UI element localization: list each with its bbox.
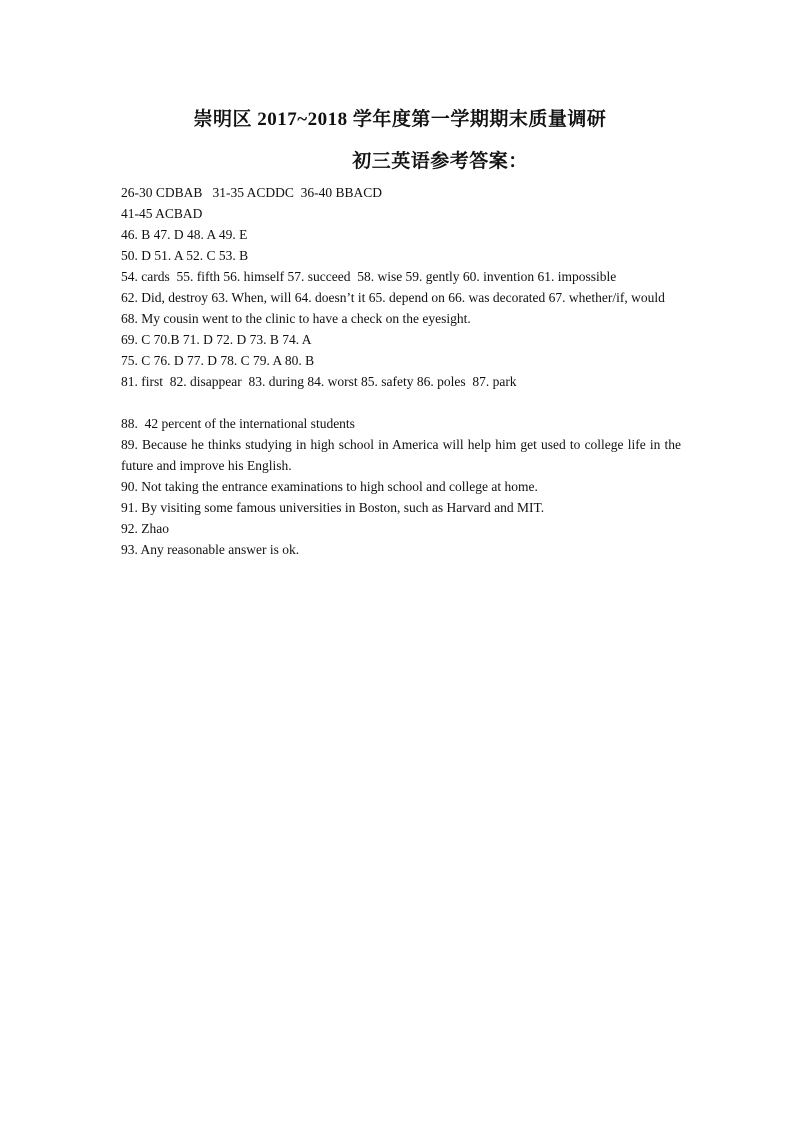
answer-line-88: 88. 42 percent of the international students bbox=[121, 416, 355, 431]
answer-line-54-61: 54. cards 55. fifth 56. himself 57. succeed 58. wise 59. gently 60. invention 61. impossible bbox=[121, 269, 617, 284]
answer-line-41-45: 41-45 ACBAD bbox=[121, 206, 203, 221]
answer-line-68: 68. My cousin went to the clinic to have a check on the eyesight. bbox=[121, 311, 471, 326]
answer-line-62-67: 62. Did, destroy 63. When, will 64. doesn’t it 65. depend on 66. was decorated 67. whether/if, would bbox=[121, 290, 665, 305]
section-spacer bbox=[121, 392, 681, 413]
answer-line-75-80: 75. C 76. D 77. D 78. C 79. A 80. B bbox=[121, 353, 315, 368]
answer-line-90: 90. Not taking the entrance examinations to high school and college at home. bbox=[121, 479, 538, 494]
answer-line-26-40: 26-30 CDBAB 31-35 ACDDC 36-40 BBACD bbox=[121, 185, 383, 200]
answer-line-46-49: 46. B 47. D 48. A 49. E bbox=[121, 227, 248, 242]
answer-line-81-87: 81. first 82. disappear 83. during 84. worst 85. safety 86. poles 87. park bbox=[121, 374, 517, 389]
answer-line-91: 91. By visiting some famous universities in Boston, such as Harvard and MIT. bbox=[121, 500, 545, 515]
page-subtitle: 初三英语参考答案： bbox=[352, 151, 528, 172]
page-title: 崇明区 2017~2018 学年度第一学期期末质量调研 bbox=[193, 109, 607, 130]
answer-list bbox=[121, 182, 681, 560]
answer-line-50-53: 50. D 51. A 52. C 53. B bbox=[121, 248, 249, 263]
answer-line-92: 92. Zhao bbox=[121, 521, 169, 536]
answer-line-69-74: 69. C 70.B 71. D 72. D 73. B 74. A bbox=[121, 332, 312, 347]
answer-line-93: 93. Any reasonable answer is ok. bbox=[121, 542, 300, 557]
answer-line-89: 89. Because he thinks studying in high school in America will help him get used to college life in the future and improve his English. bbox=[121, 437, 681, 473]
